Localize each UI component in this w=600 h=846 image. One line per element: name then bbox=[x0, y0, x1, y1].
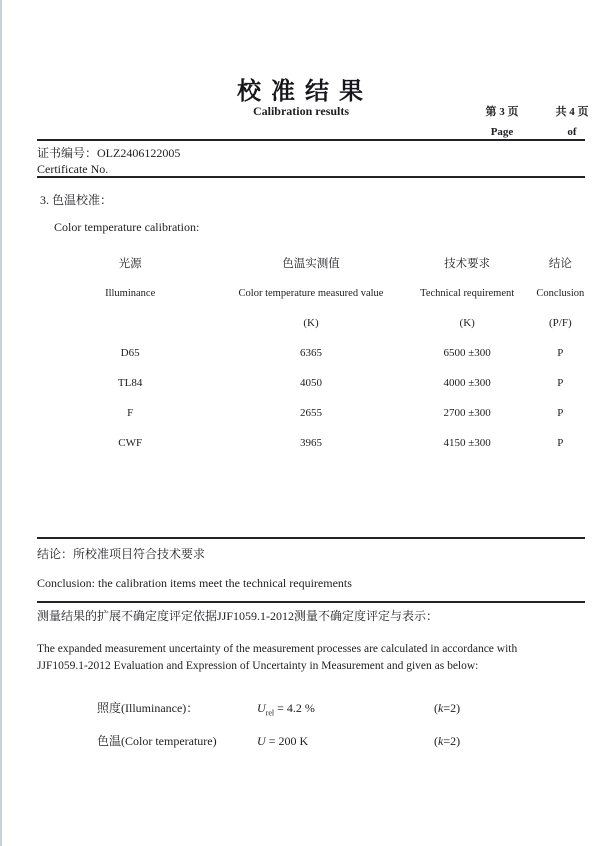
column-header: 技术要求 bbox=[444, 258, 491, 270]
uncertainty-row-illuminance bbox=[97, 699, 577, 717]
page-total-en: of bbox=[567, 126, 577, 138]
pagination-cn-row bbox=[467, 103, 600, 119]
certificate-number-cn bbox=[37, 144, 180, 161]
table-row bbox=[37, 398, 585, 428]
table-cell: CWF bbox=[118, 437, 143, 449]
table-cell: 3965 bbox=[299, 437, 322, 449]
uncertainty-value: $U_{rel} = 4.2$ % bbox=[257, 701, 315, 718]
column-header: Conclusion bbox=[536, 287, 585, 299]
uncertainty-label: 照度(Illuminance)： bbox=[97, 701, 199, 715]
section-heading-cn: 3. 色温校准： bbox=[40, 193, 113, 207]
column-unit: (K) bbox=[459, 317, 475, 329]
pagination-en-row bbox=[467, 126, 600, 138]
uncertainty-label: 色温(Color temperature) bbox=[97, 734, 217, 748]
column-header: 结论 bbox=[548, 258, 572, 270]
divider-header-top bbox=[37, 139, 585, 141]
divider-uncertainty-top bbox=[37, 601, 585, 603]
column-unit: (K) bbox=[303, 317, 319, 329]
table-cell: 6500 ±300 bbox=[443, 347, 491, 359]
section-heading-en: Color temperature calibration: bbox=[54, 220, 200, 234]
page-title-en: Calibration results bbox=[252, 104, 350, 118]
column-header: Color temperature measured value bbox=[238, 287, 384, 299]
coverage-factor: (k=2) bbox=[434, 701, 461, 715]
divider-header-bottom bbox=[37, 176, 585, 178]
conclusion-en: Conclusion: the calibration items meet the technical requirements bbox=[37, 576, 352, 590]
table-cell: 2655 bbox=[299, 407, 322, 419]
uncertainty-description-line2: JJF1059.1-2012 Evaluation and Expression of Uncertainty in Measurement and given as below: bbox=[37, 659, 479, 672]
uncertainty-value: U = 200 K bbox=[257, 734, 309, 748]
table-header-row-units bbox=[37, 308, 585, 338]
uncertainty-basis-cn: 测量结果的扩展不确定度评定依据JJF1059.1-2012测量不确定度评定与表示： bbox=[37, 609, 439, 623]
table-cell: F bbox=[127, 407, 134, 419]
column-header: 光源 bbox=[118, 258, 142, 270]
page-total-cn: 共 4 页 bbox=[555, 106, 589, 118]
uncertainty-row-color-temperature bbox=[97, 732, 577, 750]
column-header: 色温实测值 bbox=[282, 258, 340, 270]
certificate-number: OLZ2406122005 bbox=[97, 146, 181, 160]
certificate-label-en: Certificate No. bbox=[37, 162, 109, 176]
conclusion-cn: 结论：所校准项目符合技术要求 bbox=[37, 547, 206, 561]
table-header-row-en bbox=[37, 278, 585, 308]
table-cell: D65 bbox=[120, 347, 140, 359]
table-row bbox=[37, 338, 585, 368]
table-cell: 6365 bbox=[299, 347, 322, 359]
table-cell: P bbox=[557, 437, 564, 449]
uncertainty-description-line1: The expanded measurement uncertainty of the measurement processes are calculated in accordance with bbox=[37, 643, 518, 655]
table-cell: P bbox=[557, 377, 564, 389]
column-header: Technical requirement bbox=[420, 287, 515, 299]
table-header-row-cn bbox=[37, 248, 585, 278]
table-row bbox=[37, 368, 585, 398]
coverage-factor: (k=2) bbox=[434, 734, 461, 748]
table-cell: 4150 ±300 bbox=[443, 437, 491, 449]
divider-conclusion-top bbox=[37, 537, 585, 539]
table-cell: TL84 bbox=[117, 377, 143, 389]
table-cell: 4000 ±300 bbox=[443, 377, 491, 389]
table-row bbox=[37, 428, 585, 458]
page-title-cn: 校 准 结 果 bbox=[237, 79, 365, 105]
pagination bbox=[467, 103, 600, 138]
table-cell: 2700 ±300 bbox=[443, 407, 491, 419]
table-cell: 4050 bbox=[299, 377, 322, 389]
page-number-en: Page bbox=[490, 126, 514, 138]
page-number-cn: 第 3 页 bbox=[485, 106, 519, 118]
uncertainty-description-en bbox=[37, 641, 573, 674]
column-unit: (P/F) bbox=[549, 317, 572, 329]
column-header: Illuminance bbox=[105, 287, 156, 299]
certificate-label-cn: 证书编号： bbox=[37, 146, 98, 160]
table-cell: P bbox=[557, 347, 564, 359]
calibration-table bbox=[37, 248, 585, 458]
table-cell: P bbox=[557, 407, 564, 419]
